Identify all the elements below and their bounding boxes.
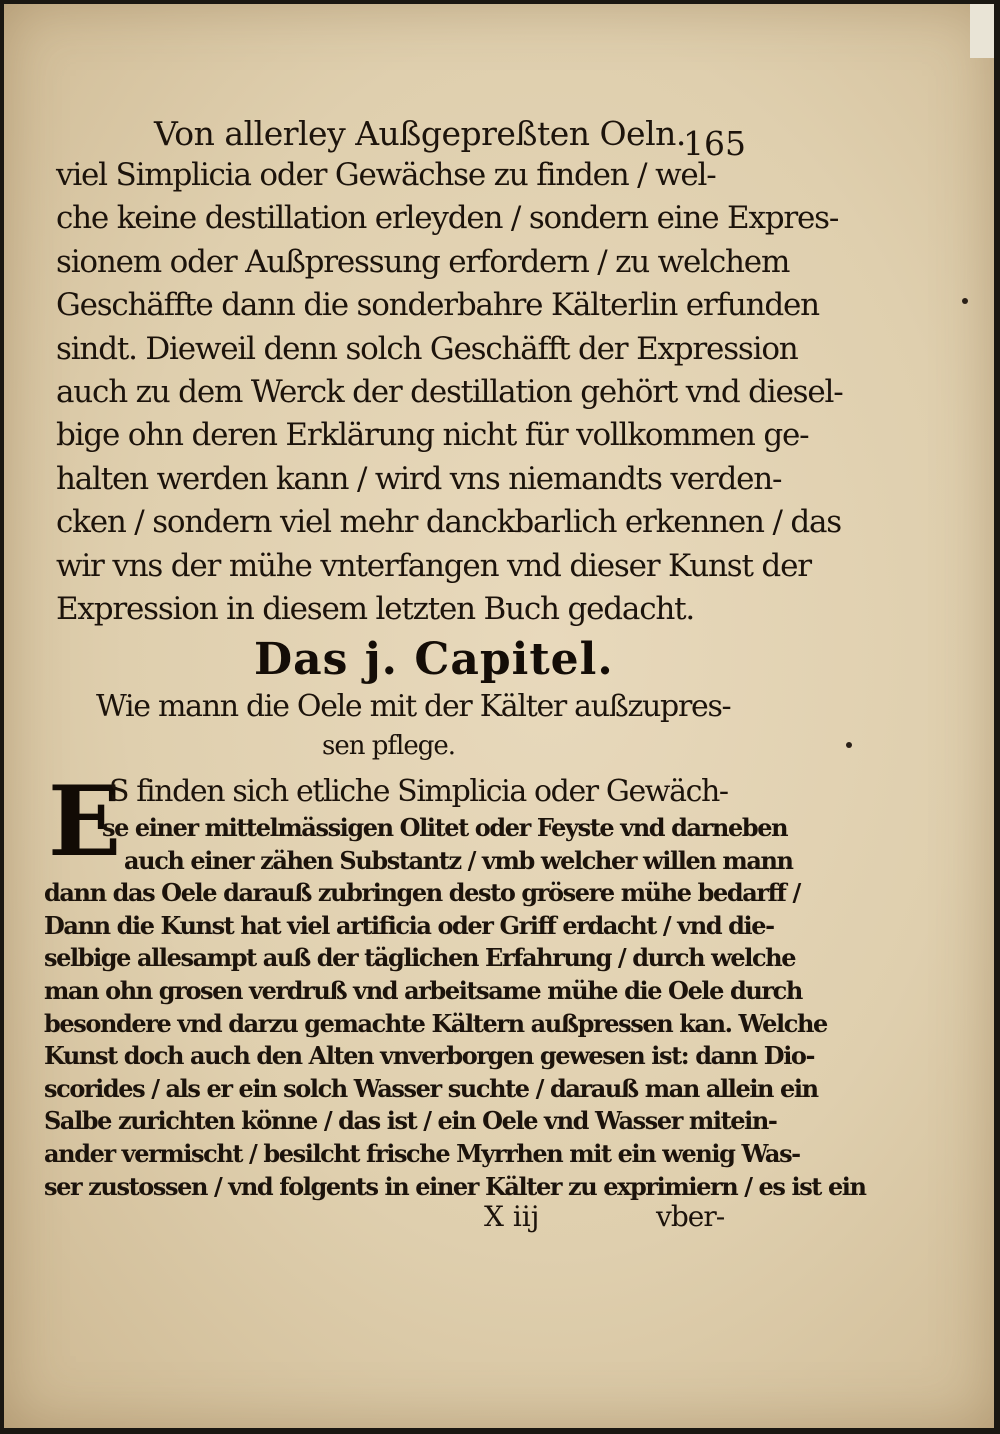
paragraph-1 — [56, 154, 843, 631]
text-line: S finden sich etliche Simplicia oder Gewäch- — [109, 774, 728, 809]
text-line: Dann die Kunst hat viel artificia oder Griff erdacht / vnd die- — [44, 910, 774, 940]
text-line: auch zu dem Werck der destillation gehört vnd diesel- — [56, 373, 843, 410]
text-line: bige ohn deren Erklärung nicht für vollkommen ge- — [56, 417, 809, 454]
signature-mark: X iij — [484, 1200, 540, 1233]
chapter-subheading-line-1: Wie mann die Oele mit der Kälter außzupres- — [96, 689, 731, 724]
chapter-heading: Das j. Capitel. — [254, 634, 614, 685]
text-line: cken / sondern viel mehr danckbarlich erkennen / das — [56, 504, 842, 541]
text-line: Expression in diesem letzten Buch gedacht. — [56, 590, 695, 627]
text-line: besondere vnd darzu gemachte Kältern außpressen kan. Welche — [44, 1008, 827, 1038]
text-line: sindt. Dieweil denn solch Geschäfft der Expression — [56, 330, 798, 367]
text-line: Kunst doch auch den Alten vnverborgen gewesen ist: dann Dio- — [44, 1041, 815, 1071]
text-line: dann das Oele darauß zubringen desto grösere mühe bedarff / — [44, 878, 800, 908]
drop-cap-initial: E — [48, 765, 122, 878]
paragraph-2 — [44, 765, 866, 1203]
text-line: sionem oder Außpressung erfordern / zu welchem — [56, 243, 790, 280]
text-line: Salbe zurichten könne / das ist / ein Oele vnd Wasser mitein- — [44, 1106, 777, 1136]
page-number: 165 — [683, 124, 746, 163]
text-line: man ohn grosen verdruß vnd arbeitsame mühe die Oele durch — [44, 975, 802, 1005]
text-line: viel Simplicia oder Gewächse zu finden / wel- — [56, 157, 716, 193]
text-line: ser zustossen / vnd folgents in einer Kälter zu exprimiern / es ist ein — [44, 1171, 866, 1201]
running-head: Von allerley Außgepreßten Oeln. — [154, 114, 686, 153]
text-line: Geschäffte dann die sonderbahre Kälterlin erfunden — [56, 287, 819, 324]
text-line: wir vns der mühe vnterfangen vnd dieser Kunst der — [56, 547, 811, 584]
text-line: ander vermischt / besilcht frische Myrrhen mit ein wenig Was- — [44, 1138, 800, 1168]
book-page — [4, 4, 994, 1428]
text-line: scorides / als er ein solch Wasser suchte / darauß man allein ein — [44, 1073, 818, 1103]
text-line: auch einer zähen Substantz / vmb welcher willen mann — [124, 845, 793, 875]
chapter-subheading-line-2: sen pflege. — [322, 731, 456, 761]
page-corner-tab — [970, 4, 994, 58]
text-line: che keine destillation erleyden / sondern eine Expres- — [56, 200, 839, 237]
catchword: vber- — [656, 1200, 725, 1233]
text-line: halten werden kann / wird vns niemandts verden- — [56, 460, 782, 497]
ink-speck — [846, 742, 852, 748]
ink-speck — [962, 298, 968, 304]
text-line: selbige allesampt auß der täglichen Erfahrung / durch welche — [44, 943, 796, 973]
text-line: se einer mittelmässigen Olitet oder Feyste vnd darneben — [102, 813, 788, 842]
